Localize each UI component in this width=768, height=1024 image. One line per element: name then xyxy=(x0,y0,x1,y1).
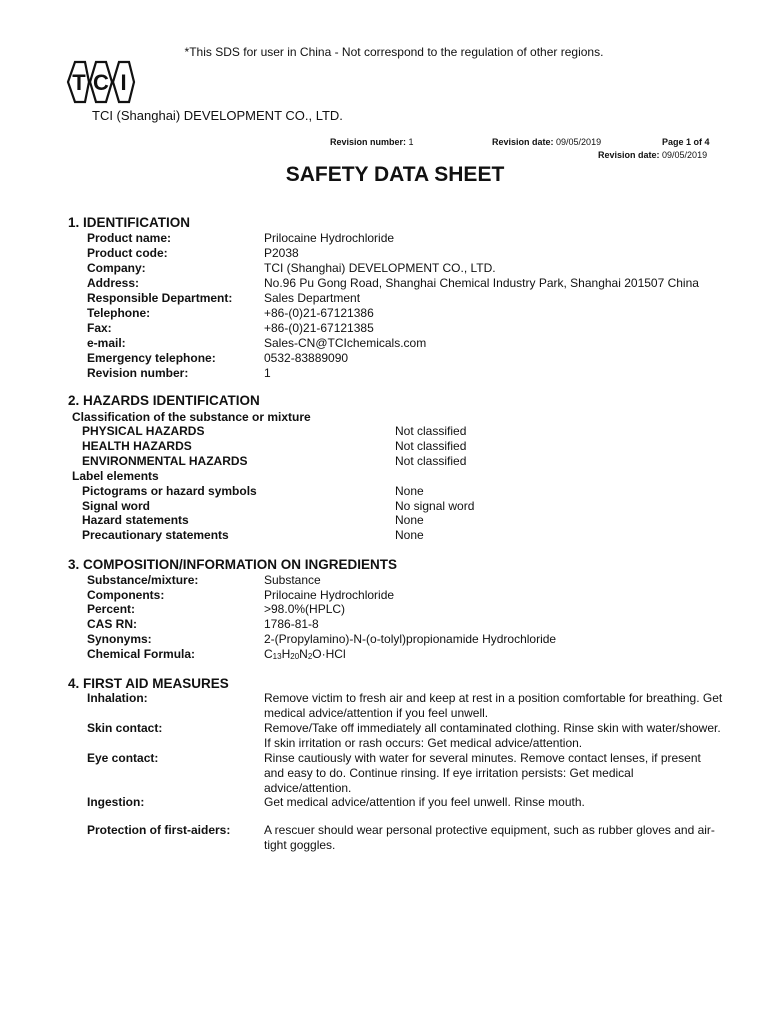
first-aid-label: Skin contact: xyxy=(87,721,163,735)
formula-carbon: C xyxy=(264,647,273,661)
revision-number-value: 1 xyxy=(408,137,414,147)
first-aid-label: Eye contact: xyxy=(87,751,159,765)
identification-value: +86-(0)21-67121386 xyxy=(264,306,374,320)
identification-value: +86-(0)21-67121385 xyxy=(264,321,374,335)
svg-text:I: I xyxy=(120,70,127,95)
label-element-value: None xyxy=(395,528,424,542)
formula-hydrogen-count: 20 xyxy=(290,652,300,661)
identification-label: Product code: xyxy=(87,246,168,260)
chemical-formula-value xyxy=(264,647,346,664)
identification-label: Fax: xyxy=(87,321,112,335)
page-indicator: Page 1 of 4 xyxy=(662,137,710,147)
chemical-formula-label: Chemical Formula: xyxy=(87,647,196,661)
composition-label: CAS RN: xyxy=(87,617,137,631)
section-identification-heading: 1. IDENTIFICATION xyxy=(68,215,191,230)
classification-value: Not classified xyxy=(395,454,467,468)
identification-value: P2038 xyxy=(264,246,299,260)
composition-value: Substance xyxy=(264,573,321,587)
revision-date2-label: Revision date: xyxy=(598,150,660,160)
formula-rest: O·HCl xyxy=(312,647,346,661)
composition-label: Percent: xyxy=(87,602,136,616)
section-composition-heading: 3. COMPOSITION/INFORMATION ON INGREDIENTS xyxy=(68,557,398,572)
identification-label: Company: xyxy=(87,261,146,275)
identification-label: Revision number: xyxy=(87,366,189,380)
section-hazards-heading: 2. HAZARDS IDENTIFICATION xyxy=(68,393,260,408)
identification-value: No.96 Pu Gong Road, Shanghai Chemical Industry Park, Shanghai 201507 China xyxy=(264,276,699,290)
first-aid-value: Get medical advice/attention if you feel unwell. Rinse mouth. xyxy=(264,795,585,809)
classification-label: HEALTH HAZARDS xyxy=(82,439,192,453)
label-element-value: No signal word xyxy=(395,499,475,513)
tci-logo xyxy=(66,58,136,111)
label-element-value: None xyxy=(395,513,424,527)
identification-label: Address: xyxy=(87,276,140,290)
first-aid-value: A rescuer should wear personal protective equipment, such as rubber gloves and air-tight goggles. xyxy=(264,823,715,852)
first-aid-value: Remove/Take off immediately all contaminated clothing. Rinse skin with water/shower. If skin irritation or rash occurs: Get medical advice/attention. xyxy=(264,721,721,750)
label-element-label: Pictograms or hazard symbols xyxy=(82,484,257,498)
revision-date-secondary xyxy=(598,150,707,160)
section-first-aid-heading: 4. FIRST AID MEASURES xyxy=(68,676,229,691)
label-element-label: Hazard statements xyxy=(82,513,189,527)
first-aid-label: Protection of first-aiders: xyxy=(87,823,231,837)
composition-value: Prilocaine Hydrochloride xyxy=(264,588,395,602)
first-aid-value: Rinse cautiously with water for several minutes. Remove contact lenses, if present and easy to do. Continue rinsing. If eye irritation persists: Get medical advice/attention. xyxy=(264,751,701,795)
first-aid-label: Ingestion: xyxy=(87,795,145,809)
identification-label: e-mail: xyxy=(87,336,126,350)
label-elements-heading: Label elements xyxy=(72,469,159,483)
svg-text:C: C xyxy=(93,70,109,95)
first-aid-value: Remove victim to fresh air and keep at rest in a position comfortable for breathing. Get medical advice/attention if you feel unwell. xyxy=(264,691,723,720)
identification-label: Responsible Department: xyxy=(87,291,233,305)
formula-nitrogen-count: 2 xyxy=(307,652,313,661)
label-element-label: Precautionary statements xyxy=(82,528,229,542)
identification-value: Prilocaine Hydrochloride xyxy=(264,231,395,245)
first-aid-label: Inhalation: xyxy=(87,691,148,705)
composition-value: >98.0%(HPLC) xyxy=(264,602,346,616)
identification-value: Sales-CN@TCIchemicals.com xyxy=(264,336,427,350)
composition-label: Components: xyxy=(87,588,165,602)
company-name: TCI (Shanghai) DEVELOPMENT CO., LTD. xyxy=(92,108,343,123)
svg-text:T: T xyxy=(72,70,86,95)
identification-label: Telephone: xyxy=(87,306,151,320)
identification-value: Sales Department xyxy=(264,291,361,305)
document-title: SAFETY DATA SHEET xyxy=(285,163,505,186)
formula-nitrogen: N xyxy=(299,647,308,661)
label-element-label: Signal word xyxy=(82,499,151,513)
classification-value: Not classified xyxy=(395,439,467,453)
identification-value: 1 xyxy=(264,366,271,380)
classification-label: ENVIRONMENTAL HAZARDS xyxy=(82,454,248,468)
regional-notice: *This SDS for user in China - Not correspond to the regulation of other regions. xyxy=(184,45,604,59)
identification-label: Emergency telephone: xyxy=(87,351,216,365)
revision-number-label: Revision number: xyxy=(330,137,407,147)
classification-value: Not classified xyxy=(395,424,467,438)
chemical-formula-row xyxy=(0,647,768,662)
revision-date2-value: 09/05/2019 xyxy=(662,150,708,160)
revision-number xyxy=(330,137,414,147)
composition-label: Synonyms: xyxy=(87,632,152,646)
composition-label: Substance/mixture: xyxy=(87,573,199,587)
revision-date xyxy=(492,137,601,147)
revision-date-value: 09/05/2019 xyxy=(556,137,602,147)
label-element-value: None xyxy=(395,484,424,498)
identification-value: 0532-83889090 xyxy=(264,351,349,365)
classification-heading: Classification of the substance or mixture xyxy=(72,410,311,424)
composition-value: 1786-81-8 xyxy=(264,617,319,631)
formula-hydrogen: H xyxy=(281,647,291,661)
formula-carbon-count: 13 xyxy=(272,652,282,661)
identification-label: Product name: xyxy=(87,231,172,245)
classification-label: PHYSICAL HAZARDS xyxy=(82,424,205,438)
tci-logo-mark xyxy=(66,58,136,106)
revision-date-label: Revision date: xyxy=(492,137,554,147)
identification-value: TCI (Shanghai) DEVELOPMENT CO., LTD. xyxy=(264,261,496,275)
composition-value: 2-(Propylamino)-N-(o-tolyl)propionamide Hydrochloride xyxy=(264,632,557,646)
